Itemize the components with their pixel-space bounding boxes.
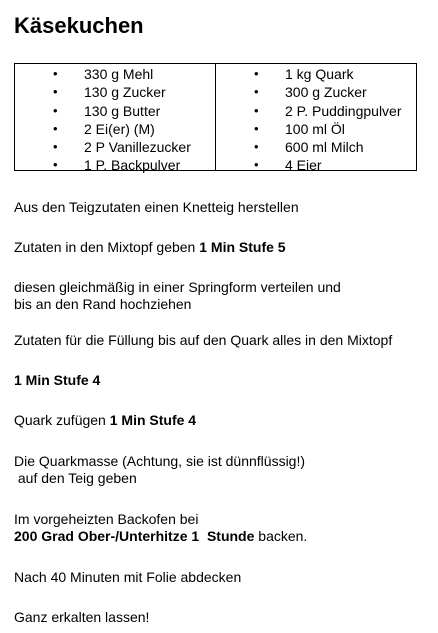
ingredient-text: 2 Ei(er) (M) <box>84 120 155 137</box>
step-mix-setting <box>14 372 100 389</box>
recipe-title: Käsekuchen <box>14 13 144 38</box>
list-item <box>216 65 416 83</box>
bullet-icon: • <box>254 139 259 155</box>
ingredient-text: 2 P. Puddingpulver <box>285 102 402 119</box>
step-filling-ingredients <box>14 332 392 349</box>
list-item <box>15 65 215 83</box>
step-text-line-2: auf den Teig geben <box>14 470 137 486</box>
step-spread-in-pan <box>14 279 341 313</box>
list-item <box>15 120 215 138</box>
ingredient-text: 1 kg Quark <box>285 66 354 82</box>
list-item <box>15 83 215 101</box>
step-text: Zutaten für die Füllung bis auf den Quark alles in den Mixtopf <box>14 332 393 348</box>
step-text: Quark zufügen <box>14 412 110 428</box>
step-setting: 1 Min Stufe 4 <box>14 372 101 388</box>
list-item <box>216 120 416 138</box>
step-cool-down <box>14 609 149 626</box>
step-text-line-2: backen. <box>254 528 308 544</box>
list-item <box>15 138 215 156</box>
bullet-icon: • <box>53 120 58 136</box>
bullet-icon: • <box>53 157 58 173</box>
step-bake <box>14 511 307 545</box>
bullet-icon: • <box>53 139 58 155</box>
ingredient-text: 1 P. Backpulver <box>84 157 181 174</box>
ingredient-text: 100 ml Öl <box>285 120 345 137</box>
list-item <box>15 102 215 120</box>
step-pour-filling <box>14 453 305 487</box>
ingredient-list-filling <box>216 65 416 175</box>
bullet-icon: • <box>254 66 259 81</box>
step-add-to-mixer <box>14 239 286 256</box>
step-text-line-2: bis an den Rand hochziehen <box>14 296 192 312</box>
ingredient-text: 130 g Butter <box>84 102 161 119</box>
step-text-line-1: Die Quarkmasse (Achtung, sie ist dünnflüssig!) <box>14 453 306 469</box>
list-item <box>216 102 416 120</box>
step-knead-dough <box>14 199 299 216</box>
ingredient-list-dough <box>15 65 215 175</box>
bullet-icon: • <box>53 102 58 118</box>
list-item <box>216 83 416 101</box>
step-setting: 1 Min Stufe 5 <box>199 239 286 255</box>
step-text-line-1: diesen gleichmäßig in einer Springform verteilen und <box>14 279 341 295</box>
ingredients-table <box>14 63 417 174</box>
bullet-icon: • <box>254 120 259 136</box>
list-item <box>15 156 215 174</box>
bullet-icon: • <box>254 102 259 118</box>
step-text: Aus den Teigzutaten einen Knetteig herstellen <box>14 199 299 215</box>
step-text: Zutaten in den Mixtopf geben <box>14 239 200 255</box>
step-setting: 200 Grad Ober-/Unterhitze 1 Stunde <box>14 528 255 544</box>
bullet-icon: • <box>254 84 259 100</box>
ingredient-text: 600 ml Milch <box>285 139 364 156</box>
step-add-quark <box>14 412 196 429</box>
step-text-line-1: Im vorgeheizten Backofen bei <box>14 511 199 527</box>
ingredients-column-filling <box>216 64 416 174</box>
list-item <box>216 156 416 174</box>
step-setting: 1 Min Stufe 4 <box>109 412 197 428</box>
ingredients-column-dough <box>15 64 216 174</box>
bullet-icon: • <box>53 66 58 81</box>
step-text: Ganz erkalten lassen! <box>14 609 150 625</box>
list-item <box>216 138 416 156</box>
ingredient-text: 300 g Zucker <box>285 84 367 101</box>
ingredient-text: 130 g Zucker <box>84 84 166 101</box>
step-cover-with-foil <box>14 569 241 586</box>
step-text: Nach 40 Minuten mit Folie abdecken <box>14 569 242 585</box>
bullet-icon: • <box>53 84 58 100</box>
bullet-icon: • <box>254 157 259 173</box>
ingredient-text: 4 Eier <box>285 157 322 174</box>
ingredient-text: 2 P Vanillezucker <box>84 139 191 156</box>
ingredient-text: 330 g Mehl <box>84 66 154 82</box>
